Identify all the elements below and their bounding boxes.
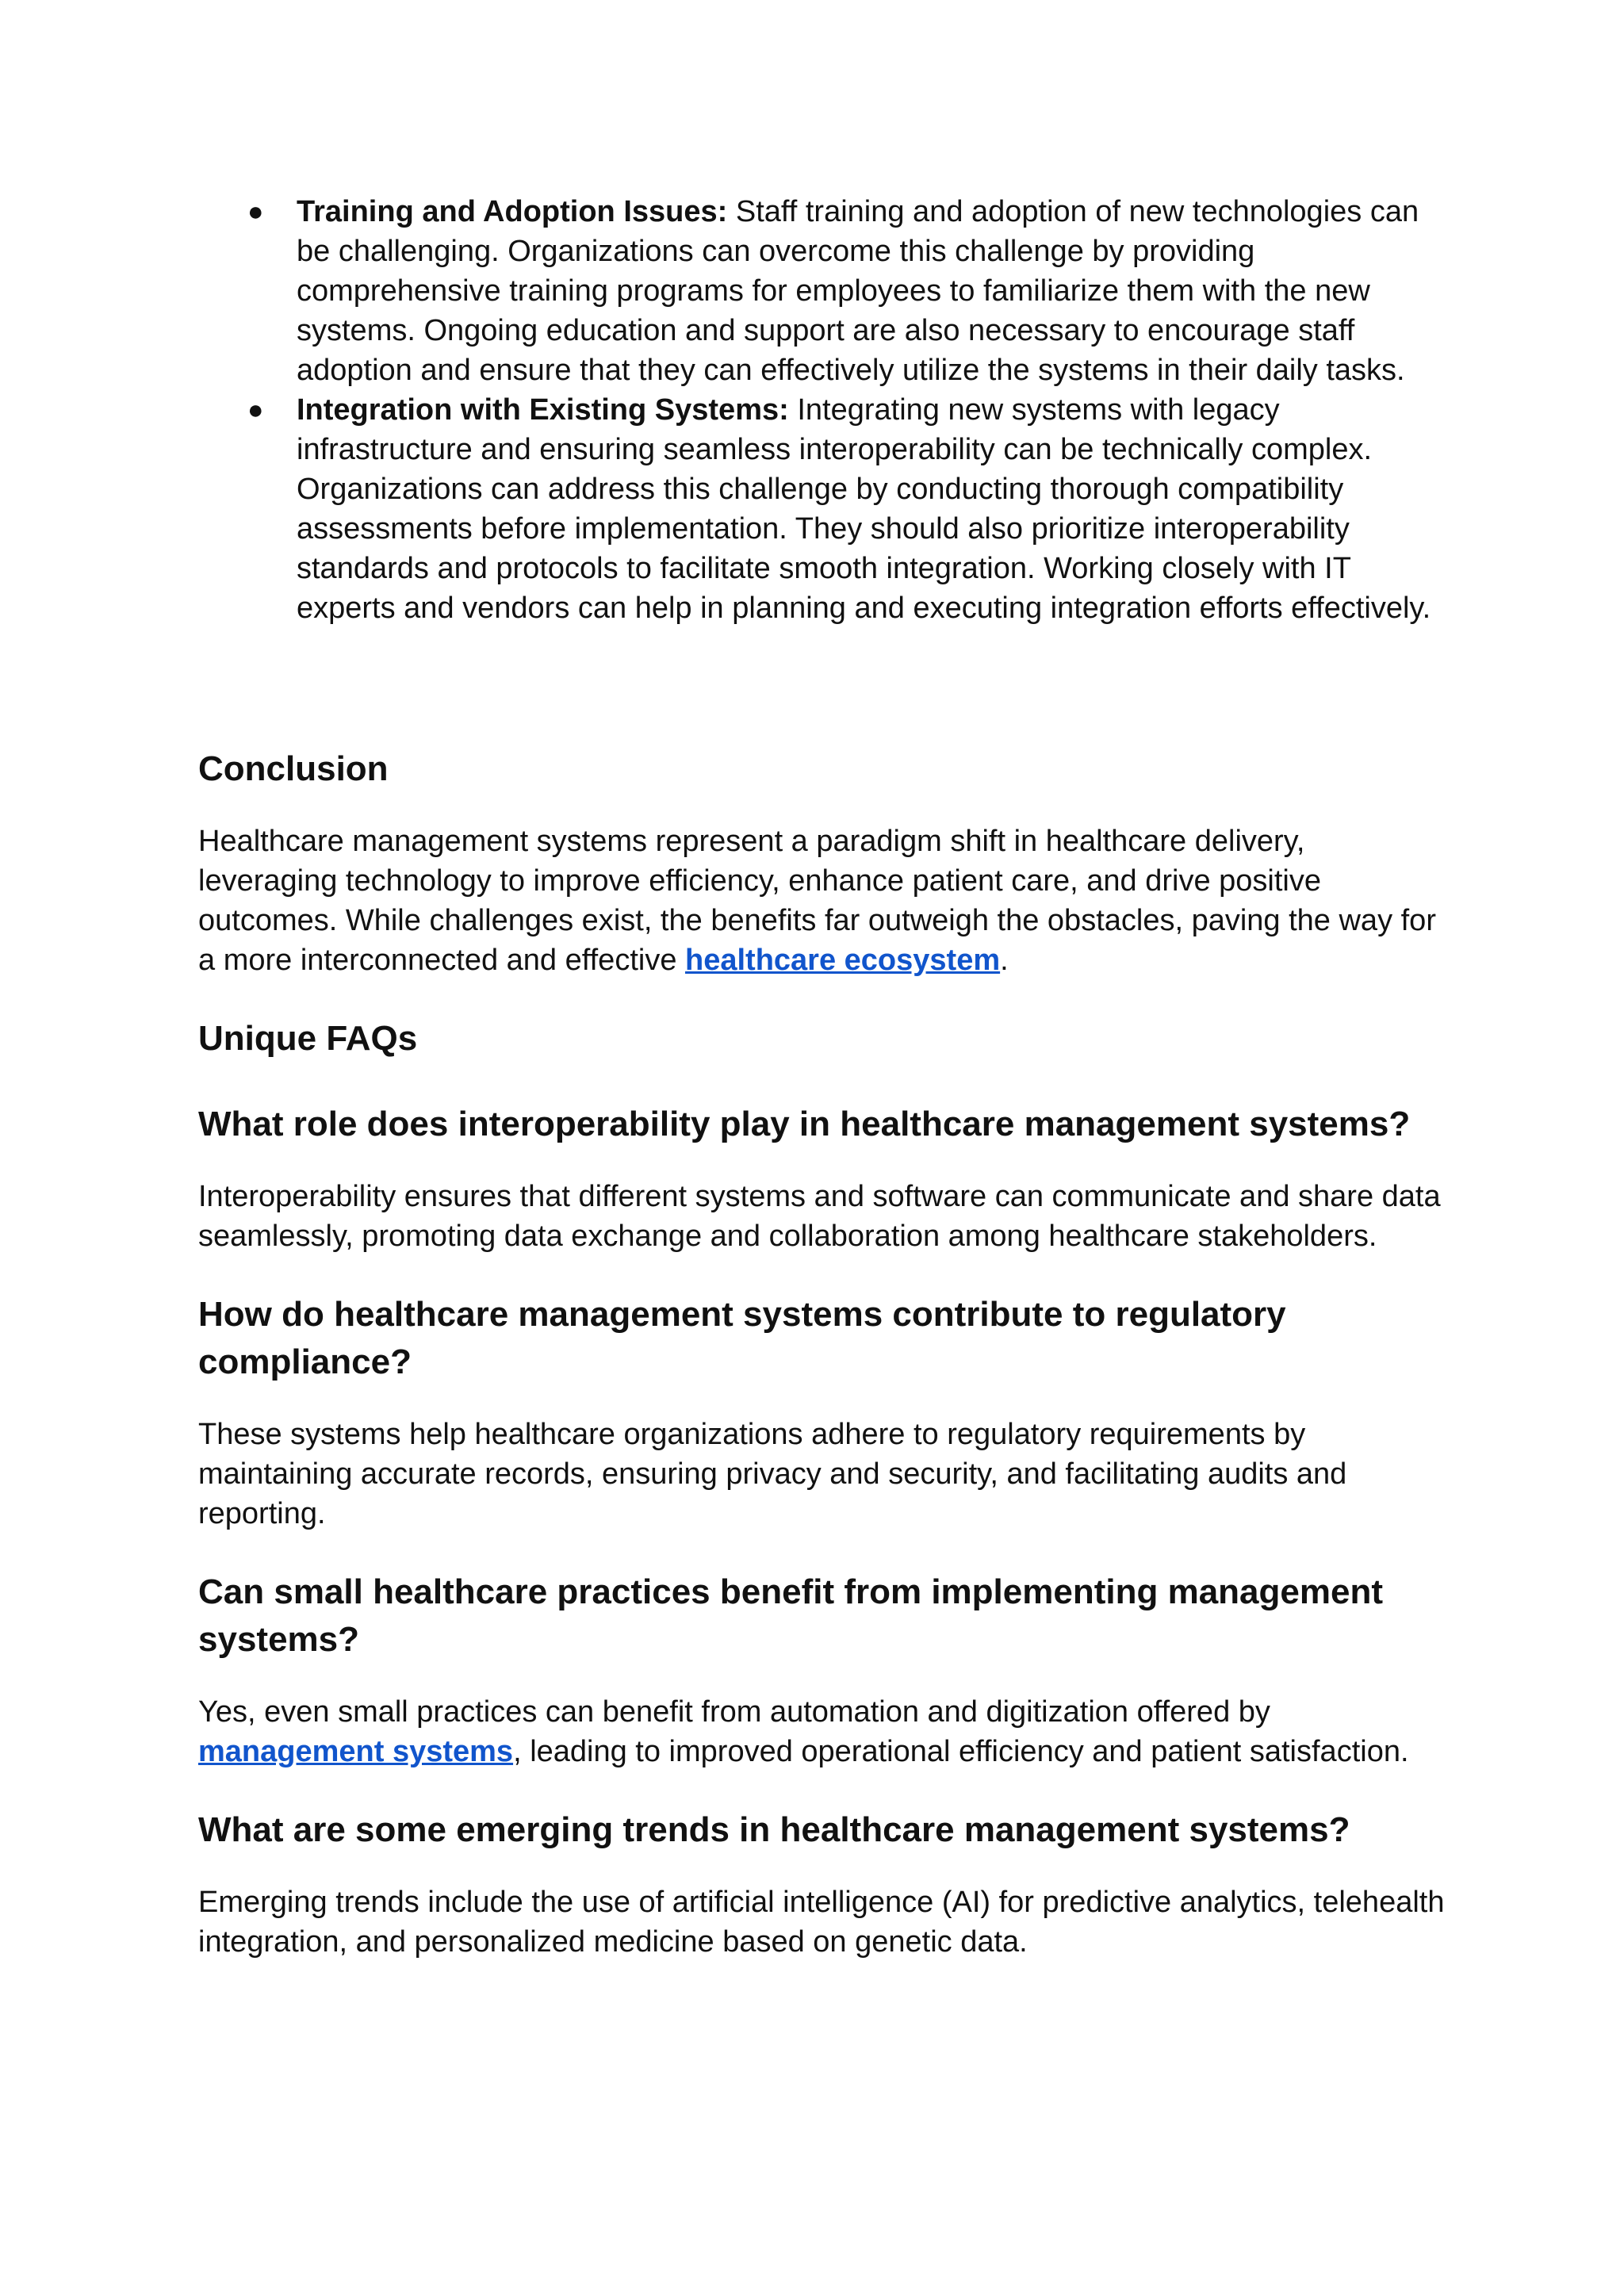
document-page xyxy=(198,192,1451,1962)
conclusion-text: Healthcare management systems represent a paradigm shift in healthcare delivery, leveraging technology to improve efficiency, enhance patient care, and drive positive outcomes. While challenges exist, the benefits far outweigh the obstacles, paving the way for a more interconnected and effective xyxy=(198,825,1436,977)
faq-answer: Emerging trends include the use of artificial intelligence (AI) for predictive analytics, telehealth integration, and personalized medicine based on genetic data. xyxy=(198,1886,1445,1959)
list-item xyxy=(198,390,1451,628)
conclusion-paragraph xyxy=(198,821,1451,980)
bullet-text: Integrating new systems with legacy infrastructure and ensuring seamless interoperability can be technically complex. Organizations can address this challenge by conducting thorough compatibility assessments before implementation. They should also prioritize interoperability standards and protocols to facilitate smooth integration. Working closely with IT experts and vendors can help in planning and executing integration efforts effectively. xyxy=(297,393,1431,625)
faqs-heading: Unique FAQs xyxy=(198,1019,418,1058)
faq-question: What role does interoperability play in healthcare management systems? xyxy=(198,1105,1411,1143)
faq-answer: Interoperability ensures that different systems and software can communicate and share data seamlessly, promoting data exchange and collaboration among healthcare stakeholders. xyxy=(198,1180,1441,1253)
faq-answer xyxy=(198,1692,1451,1771)
management-systems-link[interactable]: management systems xyxy=(198,1735,514,1768)
conclusion-text-end: . xyxy=(1000,944,1009,977)
faq-question: What are some emerging trends in healthcare management systems? xyxy=(198,1810,1350,1849)
bullet-icon: ● xyxy=(247,395,264,425)
challenges-list xyxy=(198,192,1451,628)
bullet-term: Integration with Existing Systems: xyxy=(297,393,789,427)
faq-answer: These systems help healthcare organizations adhere to regulatory requirements by maintaining accurate records, ensuring privacy and security, and facilitating audits and reporting. xyxy=(198,1418,1347,1530)
bullet-text: Staff training and adoption of new technologies can be challenging. Organizations can overcome this challenge by providing comprehensive training programs for employees to familiarize them with the new systems. Ongoing education and support are also necessary to encourage staff adoption and ensure that they can effectively utilize the systems in their daily tasks. xyxy=(297,195,1419,387)
faq-question: How do healthcare management systems contribute to regulatory compliance? xyxy=(198,1295,1286,1381)
conclusion-heading: Conclusion xyxy=(198,749,389,788)
healthcare-ecosystem-link[interactable]: healthcare ecosystem xyxy=(685,944,1001,977)
faq-answer-text: Yes, even small practices can benefit from automation and digitization offered by xyxy=(198,1695,1270,1729)
faq-answer-text-end: , leading to improved operational efficiency and patient satisfaction. xyxy=(513,1735,1409,1768)
faq-question: Can small healthcare practices benefit from implementing management systems? xyxy=(198,1572,1383,1659)
bullet-term: Training and Adoption Issues: xyxy=(297,195,728,228)
list-item xyxy=(198,192,1451,390)
bullet-icon: ● xyxy=(247,197,264,227)
